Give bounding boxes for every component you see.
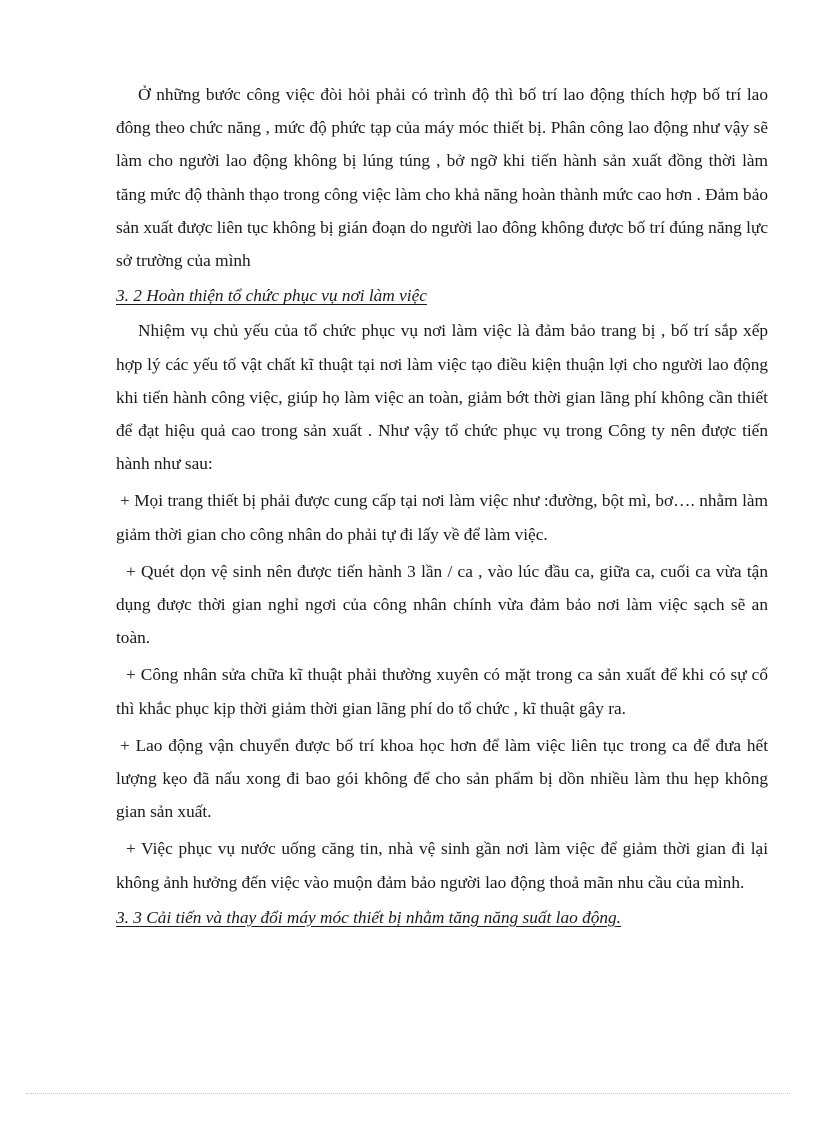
section-heading-3-3: 3. 3 Cải tiến và thay đổi máy móc thiết bị nhằm tăng năng suất lao động. bbox=[116, 907, 621, 927]
bullet-item: + Quét dọn vệ sinh nên được tiến hành 3 lần / ca , vào lúc đầu ca, giữa ca, cuối ca vừa tận dụng được thời gian nghỉ ngơi của công nhân chính vừa đảm bảo nơi làm việc sạch sẽ an toàn. bbox=[116, 561, 768, 648]
bullet-item: + Việc phục vụ nước uống căng tin, nhà vệ sinh gần nơi làm việc để giảm thời gian đi lại không ảnh hưởng đến việc vào muộn đảm bảo người lao động thoả mãn nhu cầu của mình. bbox=[116, 839, 768, 892]
page-bottom-divider bbox=[26, 1093, 790, 1094]
intro-paragraph: Ở những bước công việc đòi hỏi phải có trình độ thì bố trí lao động thích hợp bố trí lao đông theo chức năng , mức độ phức tạp của máy móc thiết bị. Phân công lao động như vậy sẽ làm cho người lao động không bị lúng túng , bở ngỡ khi tiến hành sản xuất đồng thời làm tăng mức độ thành thạo trong công việc làm cho khả năng hoàn thành mức cao hơn . Đảm bảo sản xuất được liên tục không bị gián đoạn do người lao đông không được bố trí đúng năng lực sở trường của mình bbox=[116, 85, 768, 271]
document-page bbox=[116, 78, 768, 934]
section-3-2-paragraph: Nhiệm vụ chủ yếu của tổ chức phục vụ nơi làm việc là đảm bảo trang bị , bố trí sắp xếp hợp lý các yếu tố vật chất kĩ thuật tại nơi làm việc tạo điều kiện thuận lợi cho người lao động khi tiến hành công việc, giúp họ làm việc an toàn, giảm bớt thời gian lãng phí không cần thiết để đạt hiệu quả cao trong sản xuất . Như vậy tổ chức phục vụ trong Công ty nên được tiến hành như sau: bbox=[116, 321, 768, 474]
section-heading-3-2: 3. 2 Hoàn thiện tổ chức phục vụ nơi làm việc bbox=[116, 286, 427, 306]
bullet-item: + Lao động vận chuyển được bố trí khoa học hơn để làm việc liên tục trong ca để đưa hết lượng kẹo đã nấu xong đi bao gói không để cho sản phẩm bị dồn nhiều làm thu hẹp không gian sản xuất. bbox=[116, 735, 768, 822]
bullet-item: + Công nhân sửa chữa kĩ thuật phải thường xuyên có mặt trong ca sản xuất để khi có sự cố thì khắc phục kịp thời giảm thời gian lãng phí do tổ chức , kĩ thuật gây ra. bbox=[116, 665, 768, 718]
bullet-item: + Mọi trang thiết bị phải được cung cấp tại nơi làm việc như :đường, bột mì, bơ…. nhằm làm giảm thời gian cho công nhân do phải tự đi lấy về để làm việc. bbox=[116, 491, 768, 544]
